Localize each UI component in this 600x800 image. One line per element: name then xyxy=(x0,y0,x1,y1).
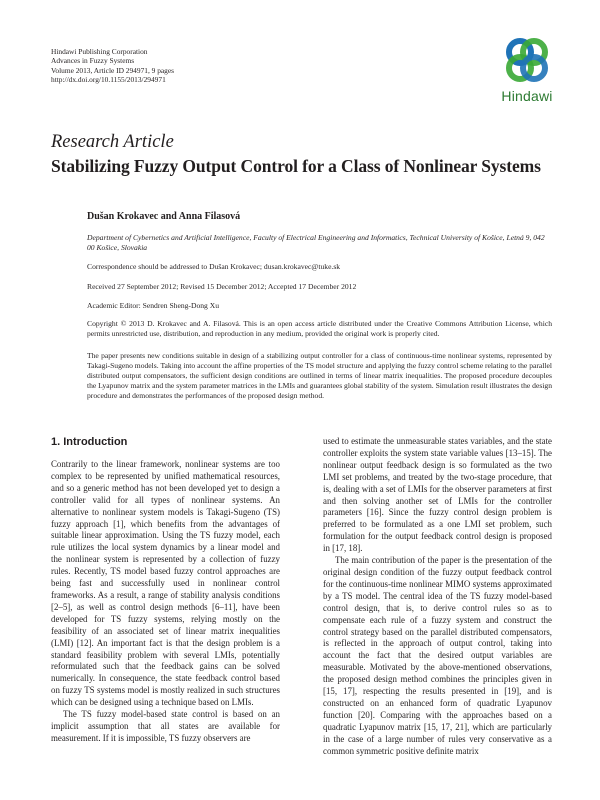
academic-editor: Academic Editor: Sendren Sheng-Dong Xu xyxy=(87,301,220,310)
paragraph: used to estimate the unmeasurable states variables, and the state controller exploits the system state variable values [13–15]. The nonlinear output feedback design is so formulated as the two LMI set problems, and treated by the two-stage procedure, that is, dealing with a set of LMIs for the observer parameters at first and then solving another set of LMIs for the controller parameters [16]. Since the fuzzy control design problem is preferred to be formulated as a one LMI set problem, such formulation for the output feedback control design is proposed in [17, 18]. xyxy=(323,436,552,554)
volume-line: Volume 2013, Article ID 294971, 9 pages xyxy=(51,65,175,75)
publisher-line: Hindawi Publishing Corporation xyxy=(51,47,148,56)
affiliation: Department of Cybernetics and Artificial Intelligence, Faculty of Electrical Engineering and Informatics, Technical University of Košice, Letná 9, 042 00 Košice, Slovakia xyxy=(87,233,545,253)
submission-dates: Received 27 September 2012; Revised 15 December 2012; Accepted 17 December 2012 xyxy=(87,282,357,291)
journal-line: Advances in Fuzzy Systems xyxy=(51,56,135,66)
authors: Dušan Krokavec and Anna Filasová xyxy=(87,211,241,222)
abstract: The paper presents new conditions suitable in design of a stabilizing output controller for a class of continuous-time nonlinear systems, represented by Takagi-Sugeno models. Taking into account the affine properties of the TS model structure and applying the fuzzy control scheme relating to the parallel distributed output compensators, the sufficient design conditions are outlined in terms of linear matrix inequalities. The proposed procedure decouples the Lyapunov matrix and the system parameter matrices in the LMIs and guarantees global stability of the system. Simulation result illustrates the design procedure and demonstrates the performances of the proposed design method. xyxy=(87,351,553,401)
paragraph: Contrarily to the linear framework, nonlinear systems are too complex to be represented by unified mathematical resources, and so a generic method has not been developed yet to design a controller valid for all types of nonlinear systems. An alternative to nonlinear system models is Takagi-Sugeno (TS) fuzzy approach [1], which benefits from the advantages of suitable linear approximation. Using the TS fuzzy model, each rule utilizes the local system dynamics by a linear model and the nonlinear system is represented by a collection of fuzzy rules. Recently, TS model based fuzzy control approaches are being fast and successfully used in nonlinear control frameworks. As a result, a range of stability analysis conditions [2–5], as well as control design methods [6–11], have been developed for TS fuzzy systems, relying mostly on the feasibility of an associated set of linear matrix inequalities (LMI) [12]. An important fact is that the design problem is a standard feasibility problem with several LMIs, potentially reformulated such that the feedback gains can be solved numerically. In consequence, the state feedback control based on fuzzy TS systems model is mostly realized in such structures which can be designed using a technique based on LMIs. xyxy=(51,459,280,708)
correspondence: Correspondence should be addressed to Dušan Krokavec; dusan.krokavec@tuke.sk xyxy=(87,262,341,271)
hindawi-logo xyxy=(494,36,560,106)
article-type: Research Article xyxy=(51,132,174,152)
hindawi-rings-icon xyxy=(503,36,551,84)
copyright-notice: Copyright © 2013 D. Krokavec and A. Filasová. This is an open access article distributed under the Creative Commons Attribution License, which permits unrestricted use, distribution, and reproduction in any medium, provided the original work is properly cited. xyxy=(87,319,552,339)
paragraph: The TS fuzzy model-based state control is based on an implicit assumption that all states are available for measurement. If it is impossible, TS fuzzy observers are xyxy=(51,709,280,743)
paragraph: The main contribution of the paper is the presentation of the original design condition of the fuzzy output feedback control for the continuous-time nonlinear MIMO systems approximated by a TS model. The central idea of the TS fuzzy model-based control design, that is, to derive control rules so as to compensate each rule of a fuzzy system and construct the control strategy based on the parallel distributed compensators, is reflected in the approach of output control, taking into account the fact that the desired output variables are measurable. Motivated by the above-mentioned observations, the proposed design method combines the principles given in [15, 17], respecting the results presented in [19], and is constructed on an enhanced form of quadratic Lyapunov function [20]. Comparing with the approaches based on a quadratic Lyapunov matrix [15, 17, 21], which are particularly in the case of a large number of rules very conservative as a common symmetric positive definite matrix xyxy=(323,555,552,756)
left-column xyxy=(51,436,280,745)
right-column xyxy=(323,436,552,757)
doi-link[interactable]: http://dx.doi.org/10.1155/2013/294971 xyxy=(51,75,166,85)
journal-header xyxy=(51,47,174,85)
section-heading: 1. Introduction xyxy=(51,436,128,448)
hindawi-wordmark: Hindawi xyxy=(501,88,553,104)
paper-title: Stabilizing Fuzzy Output Control for a Class of Nonlinear Systems xyxy=(51,156,541,176)
